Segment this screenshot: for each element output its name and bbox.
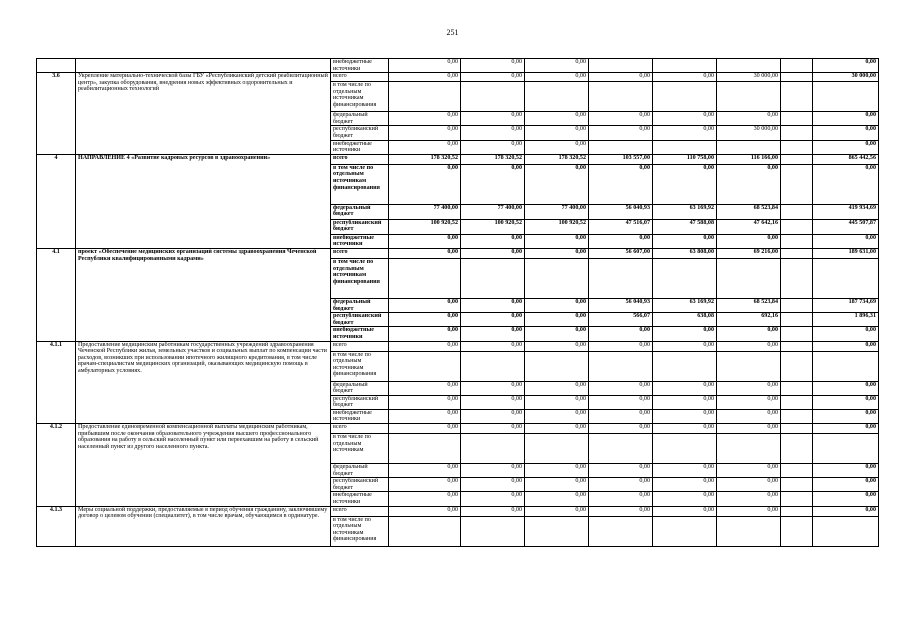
year-value-cell: 0,00 <box>461 424 525 434</box>
year-value-cell <box>781 506 813 516</box>
year-value-cell: 0,00 <box>389 381 461 395</box>
year-value-cell <box>781 258 813 298</box>
year-value-cell <box>781 351 813 381</box>
year-value-cell: 0,00 <box>389 73 461 82</box>
year-value-cell: 0,00 <box>461 327 525 341</box>
year-value-cell: 178 320,52 <box>389 154 461 164</box>
year-value-cell <box>653 140 717 154</box>
funding-source: федеральный бюджет <box>331 112 389 126</box>
year-value-cell: 0,00 <box>389 506 461 516</box>
year-value-cell: 0,00 <box>589 424 653 434</box>
year-value-cell: 0,00 <box>653 409 717 423</box>
year-value-cell <box>717 516 781 546</box>
year-value-cell: 0,00 <box>389 395 461 409</box>
year-value-cell: 0,00 <box>525 234 589 248</box>
funding-source: республиканский бюджет <box>331 219 389 234</box>
year-value-cell <box>781 298 813 312</box>
year-value-cell <box>389 82 461 112</box>
table-row <box>37 424 879 434</box>
year-value-cell: 47 588,08 <box>653 219 717 234</box>
year-value-cell: 0,00 <box>389 492 461 506</box>
funding-source: внебюджетные источники <box>331 409 389 423</box>
item-description: НАПРАВЛЕНИЕ 4 «Развитие кадровых ресурсов в здравоохранении» <box>76 154 331 248</box>
year-value-cell: 0,00 <box>461 126 525 140</box>
year-value-cell: 0,00 <box>461 59 525 73</box>
year-value-cell: 103 557,00 <box>589 154 653 164</box>
year-value-cell: 0,00 <box>653 506 717 516</box>
year-value-cell: 0,00 <box>653 492 717 506</box>
year-value-cell: 0,00 <box>461 395 525 409</box>
year-value-cell <box>589 516 653 546</box>
year-value-cell: 0,00 <box>717 464 781 478</box>
year-value-cell: 0,00 <box>653 234 717 248</box>
total-cell: 419 934,69 <box>813 204 879 219</box>
total-cell: 0,00 <box>813 140 879 154</box>
year-value-cell <box>781 59 813 73</box>
funding-source: внебюджетные источники <box>331 327 389 341</box>
item-description: Меры социальной поддержки, предоставляемые в период обучения гражданину, заключившему договор о целевом обучении (специалитет), в том числе врачам, обучающимся в ординатуре. <box>76 506 331 546</box>
table-row <box>37 506 879 516</box>
year-value-cell: 0,00 <box>717 492 781 506</box>
total-cell: 1 896,31 <box>813 313 879 327</box>
year-value-cell <box>653 59 717 73</box>
total-cell: 0,00 <box>813 409 879 423</box>
year-value-cell: 0,00 <box>525 492 589 506</box>
year-value-cell: 0,00 <box>525 327 589 341</box>
year-value-cell: 0,00 <box>389 112 461 126</box>
year-value-cell: 0,00 <box>389 409 461 423</box>
year-value-cell: 0,00 <box>389 164 461 204</box>
year-value-cell: 0,00 <box>389 59 461 73</box>
year-value-cell: 0,00 <box>589 395 653 409</box>
year-value-cell: 0,00 <box>717 409 781 423</box>
year-value-cell: 47 642,16 <box>717 219 781 234</box>
year-value-cell <box>589 351 653 381</box>
year-value-cell: 0,00 <box>461 248 525 258</box>
year-value-cell: 47 516,07 <box>589 219 653 234</box>
year-value-cell: 0,00 <box>389 248 461 258</box>
funding-source: всего <box>331 424 389 434</box>
year-value-cell: 638,08 <box>653 313 717 327</box>
year-value-cell: 0,00 <box>717 478 781 492</box>
year-value-cell: 0,00 <box>653 478 717 492</box>
total-cell: 0,00 <box>813 478 879 492</box>
table-body <box>37 59 879 547</box>
year-value-cell: 0,00 <box>389 140 461 154</box>
year-value-cell <box>717 140 781 154</box>
year-value-cell <box>653 516 717 546</box>
total-cell <box>813 82 879 112</box>
year-value-cell: 0,00 <box>525 112 589 126</box>
year-value-cell: 0,00 <box>461 341 525 351</box>
year-value-cell: 0,00 <box>589 341 653 351</box>
total-cell: 0,00 <box>813 234 879 248</box>
year-value-cell <box>781 395 813 409</box>
funding-source: в том числе по отдельным источникам <box>331 434 389 464</box>
year-value-cell <box>781 73 813 82</box>
year-value-cell: 0,00 <box>461 506 525 516</box>
year-value-cell: 0,00 <box>389 464 461 478</box>
total-cell: 445 507,87 <box>813 219 879 234</box>
year-value-cell <box>525 351 589 381</box>
item-code <box>37 59 76 73</box>
total-cell <box>813 351 879 381</box>
year-value-cell <box>525 82 589 112</box>
total-cell: 0,00 <box>813 341 879 351</box>
year-value-cell <box>589 140 653 154</box>
year-value-cell: 63 169,92 <box>653 204 717 219</box>
funding-source: республиканский бюджет <box>331 395 389 409</box>
year-value-cell: 56 607,00 <box>589 248 653 258</box>
year-value-cell <box>717 351 781 381</box>
year-value-cell: 0,00 <box>589 164 653 204</box>
year-value-cell: 0,00 <box>461 234 525 248</box>
funding-source: внебюджетные источники <box>331 234 389 248</box>
funding-source: всего <box>331 506 389 516</box>
year-value-cell <box>589 59 653 73</box>
year-value-cell: 0,00 <box>461 381 525 395</box>
funding-source: в том числе по отдельным источникам финансирования <box>331 351 389 381</box>
year-value-cell: 0,00 <box>653 327 717 341</box>
year-value-cell: 0,00 <box>653 395 717 409</box>
year-value-cell: 0,00 <box>589 234 653 248</box>
funding-source: федеральный бюджет <box>331 381 389 395</box>
year-value-cell: 0,00 <box>589 112 653 126</box>
year-value-cell: 100 920,52 <box>461 219 525 234</box>
year-value-cell: 0,00 <box>653 112 717 126</box>
funding-source: внебюджетные источники <box>331 59 389 73</box>
year-value-cell <box>525 258 589 298</box>
year-value-cell: 0,00 <box>461 112 525 126</box>
item-description: проект «Обеспечение медицинских организаций системы здравоохранения Чеченской Республики квалифицированными кадрами» <box>76 248 331 341</box>
year-value-cell <box>653 351 717 381</box>
year-value-cell: 110 758,00 <box>653 154 717 164</box>
year-value-cell: 0,00 <box>525 313 589 327</box>
funding-source: республиканский бюджет <box>331 313 389 327</box>
year-value-cell: 566,07 <box>589 313 653 327</box>
year-value-cell: 0,00 <box>525 73 589 82</box>
year-value-cell: 178 320,52 <box>525 154 589 164</box>
year-value-cell: 0,00 <box>717 112 781 126</box>
year-value-cell <box>781 424 813 434</box>
total-cell <box>813 434 879 464</box>
year-value-cell: 0,00 <box>589 327 653 341</box>
funding-source: федеральный бюджет <box>331 204 389 219</box>
year-value-cell: 0,00 <box>389 478 461 492</box>
year-value-cell: 0,00 <box>717 381 781 395</box>
year-value-cell: 0,00 <box>525 59 589 73</box>
funding-source: всего <box>331 341 389 351</box>
year-value-cell: 0,00 <box>525 126 589 140</box>
year-value-cell: 0,00 <box>525 464 589 478</box>
year-value-cell: 0,00 <box>461 164 525 204</box>
year-value-cell: 0,00 <box>461 298 525 312</box>
year-value-cell <box>389 516 461 546</box>
total-cell: 0,00 <box>813 506 879 516</box>
year-value-cell: 77 400,00 <box>461 204 525 219</box>
year-value-cell <box>589 258 653 298</box>
funding-source: всего <box>331 248 389 258</box>
total-cell: 0,00 <box>813 112 879 126</box>
table-row <box>37 248 879 258</box>
total-cell: 0,00 <box>813 327 879 341</box>
year-value-cell: 100 920,52 <box>525 219 589 234</box>
year-value-cell: 0,00 <box>389 234 461 248</box>
year-value-cell <box>781 313 813 327</box>
funding-source: всего <box>331 154 389 164</box>
year-value-cell: 0,00 <box>653 341 717 351</box>
year-value-cell: 0,00 <box>525 381 589 395</box>
total-cell: 0,00 <box>813 126 879 140</box>
year-value-cell <box>781 327 813 341</box>
page-number: 251 <box>446 28 459 37</box>
year-value-cell <box>781 434 813 464</box>
funding-source: республиканский бюджет <box>331 126 389 140</box>
table-row <box>37 154 879 164</box>
year-value-cell <box>717 59 781 73</box>
item-description: Укрепление материально-технической базы ГБУ «Республиканский детский реабилитационный центр», закупка оборудования, внедрения новых эффективных оздоровительных и реабилитационных технологий <box>76 73 331 155</box>
year-value-cell <box>461 434 525 464</box>
year-value-cell: 0,00 <box>653 73 717 82</box>
year-value-cell <box>461 258 525 298</box>
year-value-cell: 0,00 <box>717 327 781 341</box>
table-row <box>37 59 879 73</box>
item-description <box>76 59 331 73</box>
funding-source: федеральный бюджет <box>331 464 389 478</box>
year-value-cell: 0,00 <box>525 478 589 492</box>
year-value-cell: 77 400,00 <box>389 204 461 219</box>
year-value-cell <box>461 351 525 381</box>
year-value-cell <box>781 219 813 234</box>
year-value-cell <box>781 516 813 546</box>
year-value-cell: 0,00 <box>461 313 525 327</box>
year-value-cell: 0,00 <box>389 424 461 434</box>
year-value-cell: 68 523,84 <box>717 298 781 312</box>
year-value-cell <box>781 82 813 112</box>
year-value-cell <box>781 164 813 204</box>
year-value-cell <box>461 82 525 112</box>
total-cell <box>813 516 879 546</box>
total-cell: 0,00 <box>813 59 879 73</box>
year-value-cell: 0,00 <box>525 140 589 154</box>
funding-source: федеральный бюджет <box>331 298 389 312</box>
year-value-cell: 0,00 <box>461 73 525 82</box>
year-value-cell: 0,00 <box>525 409 589 423</box>
year-value-cell: 0,00 <box>589 381 653 395</box>
total-cell: 189 631,00 <box>813 248 879 258</box>
year-value-cell: 0,00 <box>589 73 653 82</box>
year-value-cell: 178 320,52 <box>461 154 525 164</box>
year-value-cell <box>717 258 781 298</box>
year-value-cell <box>717 82 781 112</box>
funding-source: в том числе по отдельным источникам финансирования <box>331 82 389 112</box>
year-value-cell: 0,00 <box>389 341 461 351</box>
year-value-cell: 30 000,00 <box>717 126 781 140</box>
year-value-cell: 0,00 <box>525 506 589 516</box>
year-value-cell <box>781 112 813 126</box>
budget-table <box>36 58 879 547</box>
year-value-cell <box>525 516 589 546</box>
funding-source: внебюджетные источники <box>331 492 389 506</box>
year-value-cell: 0,00 <box>461 140 525 154</box>
year-value-cell <box>781 204 813 219</box>
year-value-cell: 116 166,00 <box>717 154 781 164</box>
year-value-cell: 0,00 <box>653 126 717 140</box>
funding-source: в том числе по отдельным источникам финансирования <box>331 164 389 204</box>
year-value-cell <box>461 516 525 546</box>
funding-source: внебюджетные источники <box>331 140 389 154</box>
funding-source: республиканский бюджет <box>331 478 389 492</box>
total-cell: 0,00 <box>813 395 879 409</box>
year-value-cell: 0,00 <box>717 424 781 434</box>
year-value-cell: 0,00 <box>525 248 589 258</box>
year-value-cell <box>653 258 717 298</box>
year-value-cell <box>781 140 813 154</box>
year-value-cell <box>525 434 589 464</box>
year-value-cell: 0,00 <box>589 126 653 140</box>
year-value-cell: 0,00 <box>461 478 525 492</box>
year-value-cell <box>781 341 813 351</box>
year-value-cell: 0,00 <box>525 424 589 434</box>
year-value-cell <box>781 409 813 423</box>
table-row <box>37 73 879 82</box>
item-code: 4 <box>37 154 76 248</box>
year-value-cell: 0,00 <box>717 164 781 204</box>
total-cell <box>813 258 879 298</box>
year-value-cell <box>389 258 461 298</box>
year-value-cell: 0,00 <box>653 164 717 204</box>
total-cell: 0,00 <box>813 424 879 434</box>
year-value-cell: 0,00 <box>389 298 461 312</box>
item-code: 4.1.1 <box>37 341 76 424</box>
year-value-cell: 56 040,93 <box>589 298 653 312</box>
year-value-cell: 69 216,00 <box>717 248 781 258</box>
total-cell: 0,00 <box>813 164 879 204</box>
year-value-cell: 68 523,84 <box>717 204 781 219</box>
year-value-cell: 56 040,93 <box>589 204 653 219</box>
total-cell: 0,00 <box>813 464 879 478</box>
year-value-cell: 0,00 <box>389 327 461 341</box>
year-value-cell: 0,00 <box>389 126 461 140</box>
year-value-cell <box>781 154 813 164</box>
year-value-cell: 0,00 <box>589 492 653 506</box>
funding-source: в том числе по отдельным источникам финансирования <box>331 258 389 298</box>
year-value-cell: 0,00 <box>525 164 589 204</box>
year-value-cell <box>653 82 717 112</box>
year-value-cell: 0,00 <box>525 341 589 351</box>
year-value-cell: 0,00 <box>589 464 653 478</box>
total-cell: 187 734,69 <box>813 298 879 312</box>
item-code: 4.1 <box>37 248 76 341</box>
year-value-cell: 0,00 <box>461 464 525 478</box>
item-code: 4.1.2 <box>37 424 76 507</box>
funding-source: в том числе по отдельным источникам финансирования <box>331 516 389 546</box>
year-value-cell: 0,00 <box>525 298 589 312</box>
year-value-cell <box>589 82 653 112</box>
total-cell: 0,00 <box>813 381 879 395</box>
table-row <box>37 341 879 351</box>
year-value-cell: 30 000,00 <box>717 73 781 82</box>
year-value-cell: 0,00 <box>653 381 717 395</box>
year-value-cell: 0,00 <box>717 506 781 516</box>
item-description: Предоставление единовременной компенсационной выплаты медицинским работникам, прибывшим после окончания образовательного учреждения высшего профессионального образования на работу в сельский населенный пункт или переехавшим на работу в сельский населенный пункт из другого населенного пункта. <box>76 424 331 507</box>
year-value-cell: 0,00 <box>461 409 525 423</box>
year-value-cell: 0,00 <box>461 492 525 506</box>
year-value-cell: 0,00 <box>717 234 781 248</box>
year-value-cell <box>781 381 813 395</box>
item-description: Предоставление медицинским работникам государственных учреждений здравоохранения Чеченской Республики жилья, земельных участков и социальных выплат по компенсации части расходов, возникших при использовании ипотечного жилищного кредитования, в том числе врачам-специалистам медицинских организаций, оказывающих медицинскую помощь в амбулаторных условиях. <box>76 341 331 424</box>
year-value-cell <box>781 126 813 140</box>
year-value-cell <box>781 234 813 248</box>
year-value-cell: 0,00 <box>653 424 717 434</box>
year-value-cell: 0,00 <box>525 395 589 409</box>
year-value-cell <box>781 492 813 506</box>
item-code: 3.6 <box>37 73 76 155</box>
year-value-cell <box>781 478 813 492</box>
year-value-cell: 0,00 <box>653 464 717 478</box>
funding-source: всего <box>331 73 389 82</box>
year-value-cell: 0,00 <box>589 409 653 423</box>
year-value-cell <box>389 351 461 381</box>
year-value-cell <box>653 434 717 464</box>
year-value-cell: 692,16 <box>717 313 781 327</box>
year-value-cell: 0,00 <box>717 341 781 351</box>
year-value-cell: 100 920,52 <box>389 219 461 234</box>
year-value-cell: 0,00 <box>589 506 653 516</box>
year-value-cell: 0,00 <box>589 478 653 492</box>
year-value-cell <box>589 434 653 464</box>
year-value-cell: 63 808,00 <box>653 248 717 258</box>
year-value-cell: 77 400,00 <box>525 204 589 219</box>
total-cell: 0,00 <box>813 492 879 506</box>
year-value-cell <box>781 464 813 478</box>
year-value-cell: 63 169,92 <box>653 298 717 312</box>
year-value-cell <box>389 434 461 464</box>
total-cell: 30 000,00 <box>813 73 879 82</box>
year-value-cell: 0,00 <box>389 313 461 327</box>
year-value-cell <box>717 434 781 464</box>
year-value-cell: 0,00 <box>717 395 781 409</box>
year-value-cell <box>781 248 813 258</box>
total-cell: 865 442,56 <box>813 154 879 164</box>
item-code: 4.1.3 <box>37 506 76 546</box>
